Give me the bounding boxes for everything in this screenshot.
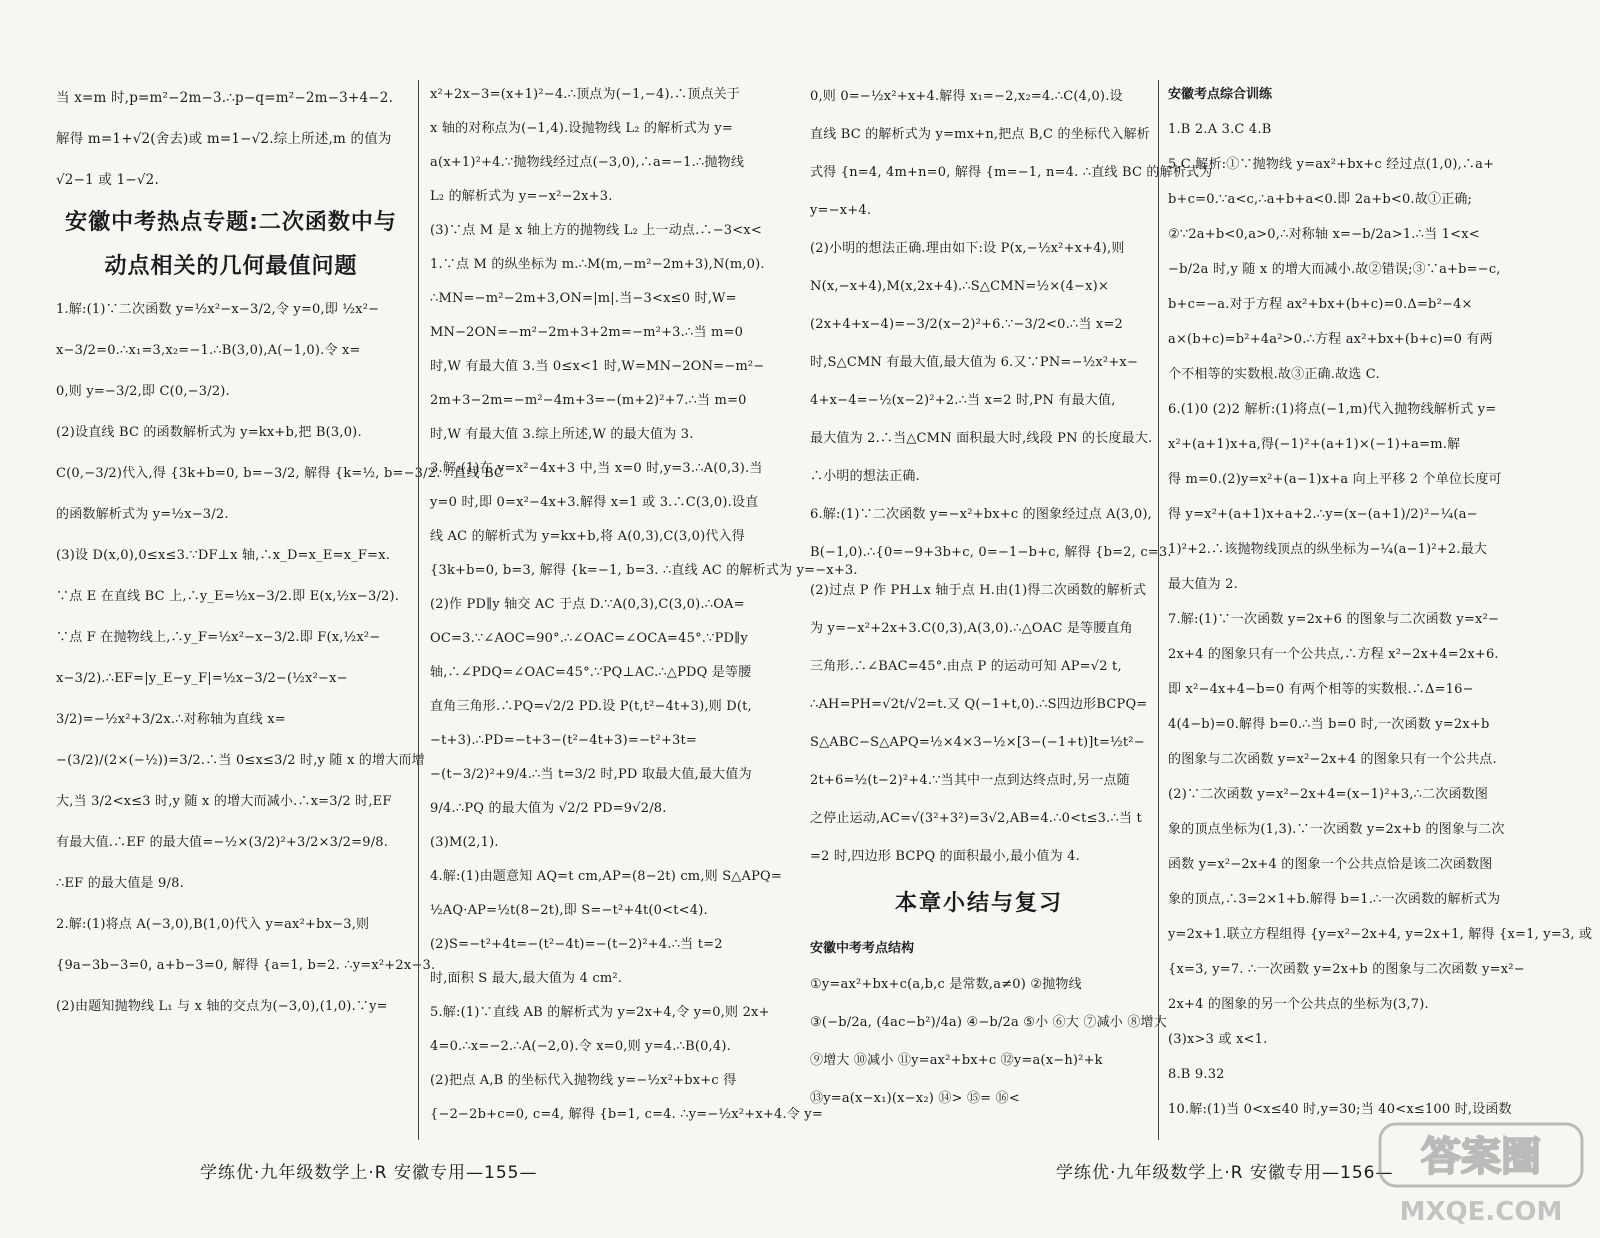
text-line: 式得 {n=4, 4m+n=0, 解得 {m=−1, n=4. ∴直线 BC 的解析式为	[810, 165, 1213, 180]
section-subheading: 安徽中考考点结构	[810, 941, 915, 956]
text-line: ③(−b/2a, (4ac−b²)/4a) ④−b/2a ⑤小 ⑥大 ⑦减小 ⑧增大	[810, 1015, 1167, 1030]
text-line: 1.B 2.A 3.C 4.B	[1168, 122, 1272, 137]
text-line: 2x+4 的图象只有一个公共点,∴方程 x²−2x+4=2x+6.	[1168, 647, 1499, 662]
text-line: 5.C 解析:①∵抛物线 y=ax²+bx+c 经过点(1,0),∴a+	[1168, 157, 1495, 172]
text-line: 大,当 3/2<x≤3 时,y 随 x 的增大而减小.∴x=3/2 时,EF	[56, 794, 392, 809]
page-footer-155: 学练优·九年级数学上·R 安徽专用—155—	[200, 1163, 538, 1183]
text-line: y=2x+1.联立方程组得 {y=x²−2x+4, y=2x+1, 解得 {x=1, y=3, 或	[1168, 927, 1593, 942]
text-line: 5.解:(1)∵直线 AB 的解析式为 y=2x+4,令 y=0,则 2x+	[430, 1005, 770, 1020]
text-line: ∴AH=PH=√2t/√2=t.又 Q(−1+t,0).∴S四边形BCPQ=	[810, 697, 1148, 712]
text-line: (2)把点 A,B 的坐标代入抛物线 y=−½x²+bx+c 得	[430, 1073, 737, 1088]
text-line: N(x,−x+4),M(x,2x+4).∴S△CMN=½×(4−x)×	[810, 279, 1110, 294]
text-line: ②∵2a+b<0,a>0,∴对称轴 x=−b/2a>1.∴当 1<x<	[1168, 227, 1480, 242]
text-line: {−2−2b+c=0, c=4, 解得 {b=1, c=4. ∴y=−½x²+x+4.令 y=	[430, 1107, 823, 1122]
text-line: 2m+3−2m=−m²−4m+3=−(m+2)²+7.∴当 m=0	[430, 393, 747, 408]
text-line: x²+2x−3=(x+1)²−4.∴顶点为(−1,−4).∴顶点关于	[430, 87, 741, 102]
text-line: 最大值为 2.∴当△CMN 面积最大时,线段 PN 的长度最大.	[810, 431, 1153, 446]
text-line: 得 y=x²+(a+1)x+a+2.∴y=(x−(a+1)/2)²−¼(a−	[1168, 507, 1478, 522]
text-line: (3)x>3 或 x<1.	[1168, 1032, 1268, 1047]
text-line: 6.解:(1)∵二次函数 y=−x²+bx+c 的图象经过点 A(3,0),	[810, 507, 1152, 522]
text-line: 1)²+2.∴该抛物线顶点的纵坐标为−¼(a−1)²+2.最大	[1168, 542, 1488, 557]
text-line: C(0,−3/2)代入,得 {3k+b=0, b=−3/2, 解得 {k=½, b=−3/2. ∴直线 BC	[56, 466, 505, 481]
watermark-title: 答案圈	[1421, 1134, 1541, 1180]
right-page	[800, 0, 1600, 1238]
text-line: 象的顶点,∴3=2×1+b.解得 b=1.∴一次函数的解析式为	[1168, 892, 1501, 907]
text-line: 8.B 9.32	[1168, 1067, 1225, 1082]
text-line: −(3/2)/(2×(−½))=3/2.∴当 0≤x≤3/2 时,y 随 x 的增大而增	[56, 753, 425, 768]
text-line: 4(4−b)=0.解得 b=0.∴当 b=0 时,一次函数 y=2x+b	[1168, 717, 1490, 732]
text-line: ∵点 E 在直线 BC 上,∴y_E=½x−3/2.即 E(x,½x−3/2).	[56, 589, 400, 604]
text-line: 线 AC 的解析式为 y=kx+b,将 A(0,3),C(3,0)代入得	[430, 529, 745, 544]
text-line: ½AQ·AP=½t(8−2t),即 S=−t²+4t(0<t<4).	[430, 903, 708, 918]
text-line: 个不相等的实数根.故③正确.故选 C.	[1168, 367, 1380, 382]
text-line: 2t+6=½(t−2)²+4.∵当其中一点到达终点时,另一点随	[810, 773, 1130, 788]
text-line: S△ABC−S△APQ=½×4×3−½×[3−(−1+t)]t=½t²−	[810, 735, 1145, 750]
text-line: (2)由题知抛物线 L₁ 与 x 轴的交点为(−3,0),(1,0).∵y=	[56, 999, 388, 1014]
text-line: B(−1,0).∴{0=−9+3b+c, 0=−1−b+c, 解得 {b=2, c=3.	[810, 545, 1172, 560]
text-line: 得 m=0.(2)y=x²+(a−1)x+a 向上平移 2 个单位长度可	[1168, 472, 1502, 487]
text-line: 轴,∴∠PDQ=∠OAC=45°.∵PQ⊥AC.∴△PDQ 是等腰	[430, 665, 752, 680]
text-line: √2−1 或 1−√2.	[56, 172, 159, 188]
text-line: −(t−3/2)²+9/4.∴当 t=3/2 时,PD 取最大值,最大值为	[430, 767, 752, 782]
text-line: 最大值为 2.	[1168, 577, 1238, 592]
column-divider	[1158, 80, 1159, 1140]
text-line: ⑬y=a(x−x₁)(x−x₂) ⑭> ⑮= ⑯<	[810, 1091, 1020, 1106]
section-subheading: 安徽考点综合训练	[1168, 87, 1273, 102]
section-heading: 安徽中考热点专题:二次函数中与	[65, 210, 397, 235]
text-line: 3/2)=−½x²+3/2x.∴对称轴为直线 x=	[56, 712, 286, 727]
text-line: {9a−3b−3=0, a+b−3=0, 解得 {a=1, b=2. ∴y=x²+2x−3.	[56, 958, 436, 973]
page-footer-156: 学练优·九年级数学上·R 安徽专用—156—	[1056, 1163, 1394, 1183]
chapter-heading: 本章小结与复习	[894, 891, 1063, 916]
watermark-logo	[1376, 1120, 1586, 1230]
text-line: y=0 时,即 0=x²−4x+3.解得 x=1 或 3.∴C(3,0).设直	[430, 495, 759, 510]
text-line: 0,则 0=−½x²+x+4.解得 x₁=−2,x₂=4.∴C(4,0).设	[810, 89, 1123, 104]
text-line: 时,面积 S 最大,最大值为 4 cm².	[430, 971, 623, 986]
text-line: ∴MN=−m²−2m+3,ON=|m|.当−3<x≤0 时,W=	[430, 291, 737, 306]
text-line: 7.解:(1)∵一次函数 y=2x+6 的图象与二次函数 y=x²−	[1168, 612, 1500, 627]
section-heading: 动点相关的几何最值问题	[104, 254, 358, 279]
text-line: 有最大值.∴EF 的最大值=−½×(3/2)²+3/2×3/2=9/8.	[56, 835, 389, 850]
text-line: ∵点 F 在抛物线上,∴y_F=½x²−x−3/2.即 F(x,½x²−	[56, 630, 381, 645]
text-line: −t+3).∴PD=−t+3−(t²−4t+3)=−t²+3t=	[430, 733, 698, 748]
text-line: {x=3, y=7. ∴一次函数 y=2x+b 的图象与二次函数 y=x²−	[1168, 962, 1525, 977]
text-line: 直角三角形.∴PQ=√2/2 PD.设 P(t,t²−4t+3),则 D(t,	[430, 699, 752, 714]
text-line: x−3/2=0.∴x₁=3,x₂=−1.∴B(3,0),A(−1,0).令 x=	[56, 343, 361, 358]
text-line: y=−x+4.	[810, 203, 872, 218]
text-line: x−3/2).∴EF=|y_E−y_F|=½x−3/2−(½x²−x−	[56, 671, 348, 686]
text-line: (2x+4+x−4)=−3/2(x−2)²+6.∵−3/2<0.∴当 x=2	[810, 317, 1124, 332]
column-divider	[418, 80, 419, 1140]
text-line: 时,S△CMN 有最大值,最大值为 6.又∵PN=−½x²+x−	[810, 355, 1139, 370]
text-line: ∴小明的想法正确.	[810, 469, 920, 484]
text-line: 函数 y=x²−2x+4 的图象一个公共点恰是该二次函数图	[1168, 857, 1493, 872]
text-line: OC=3.∵∠AOC=90°.∴∠OAC=∠OCA=45°.∵PD∥y	[430, 631, 748, 646]
text-line: L₂ 的解析式为 y=−x²−2x+3.	[430, 189, 613, 204]
text-line: (2)S=−t²+4t=−(t²−4t)=−(t−2)²+4.∴当 t=2	[430, 937, 723, 952]
watermark-url: MXQE.COM	[1399, 1197, 1563, 1227]
text-line: 4=0.∴x=−2.∴A(−2,0).令 x=0,则 y=4.∴B(0,4).	[430, 1039, 731, 1054]
text-line: 时,W 有最大值 3.综上所述,W 的最大值为 3.	[430, 427, 694, 442]
text-line: 为 y=−x²+2x+3.C(0,3),A(3,0).∴△OAC 是等腰直角	[810, 621, 1133, 636]
text-line: (2)小明的想法正确.理由如下:设 P(x,−½x²+x+4),则	[810, 241, 1125, 256]
text-line: (2)∵二次函数 y=x²−2x+4=(x−1)²+3,∴二次函数图	[1168, 787, 1489, 802]
text-line: ∴EF 的最大值是 9/8.	[56, 876, 184, 891]
text-line: −b/2a 时,y 随 x 的增大而减小.故②错误;③∵a+b=−c,	[1168, 262, 1501, 277]
text-line: 0,则 y=−3/2,即 C(0,−3/2).	[56, 384, 230, 399]
text-line: 解得 m=1+√2(舍去)或 m=1−√2.综上所述,m 的值为	[56, 131, 392, 147]
text-line: ①y=ax²+bx+c(a,b,c 是常数,a≠0) ②抛物线	[810, 977, 1082, 992]
text-line: 的函数解析式为 y=½x−3/2.	[56, 507, 229, 522]
text-line: (3)M(2,1).	[430, 835, 499, 850]
text-line: ⑨增大 ⑩减小 ⑪y=ax²+bx+c ⑫y=a(x−h)²+k	[810, 1053, 1103, 1068]
text-line: 时,W 有最大值 3.当 0≤x<1 时,W=MN−2ON=−m²−	[430, 359, 765, 374]
text-line: {3k+b=0, b=3, 解得 {k=−1, b=3. ∴直线 AC 的解析式为 y=−x+3.	[430, 563, 858, 578]
text-line: 4.解:(1)由题意知 AQ=t cm,AP=(8−2t) cm,则 S△APQ=	[430, 869, 782, 884]
text-line: b+c=−a.对于方程 ax²+bx+(b+c)=0.Δ=b²−4×	[1168, 297, 1473, 312]
text-line: 9/4.∴PQ 的最大值为 √2/2 PD=9√2/8.	[430, 801, 667, 816]
text-line: x²+(a+1)x+a,得(−1)²+(a+1)×(−1)+a=m.解	[1168, 437, 1461, 452]
text-line: 2.解:(1)将点 A(−3,0),B(1,0)代入 y=ax²+bx−3,则	[56, 917, 370, 932]
text-line: 3.解:(1)在 y=x²−4x+3 中,当 x=0 时,y=3.∴A(0,3).当	[430, 461, 763, 476]
text-line: 直线 BC 的解析式为 y=mx+n,把点 B,C 的坐标代入解析	[810, 127, 1150, 142]
text-line: (3)设 D(x,0),0≤x≤3.∵DF⊥x 轴,∴x_D=x_E=x_F=x.	[56, 548, 391, 563]
text-line: 10.解:(1)当 0<x≤40 时,y=30;当 40<x≤100 时,设函数	[1168, 1102, 1512, 1117]
text-line: 象的顶点坐标为(1,3).∵一次函数 y=2x+b 的图象与二次	[1168, 822, 1505, 837]
text-line: 1.∵点 M 的纵坐标为 m.∴M(m,−m²−2m+3),N(m,0).	[430, 257, 765, 272]
text-line: (2)作 PD∥y 轴交 AC 于点 D.∵A(0,3),C(3,0).∴OA=	[430, 597, 745, 612]
text-line: a(x+1)²+4.∵抛物线经过点(−3,0),∴a=−1.∴抛物线	[430, 155, 745, 170]
column-4	[1162, 78, 1593, 1140]
text-line: 1.解:(1)∵二次函数 y=½x²−x−3/2,令 y=0,即 ½x²−	[56, 302, 380, 317]
text-line: x 轴的对称点为(−1,4).设抛物线 L₂ 的解析式为 y=	[430, 121, 733, 136]
text-line: 当 x=m 时,p=m²−2m−3.∴p−q=m²−2m−3+4−2.	[56, 90, 394, 106]
text-line: (2)设直线 BC 的函数解析式为 y=kx+b,把 B(3,0).	[56, 425, 362, 440]
text-line: 4+x−4=−½(x−2)²+2.∴当 x=2 时,PN 有最大值,	[810, 393, 1116, 408]
text-line: 的图象与二次函数 y=x²−2x+4 的图象只有一个公共点.	[1168, 752, 1497, 767]
text-line: MN−2ON=−m²−2m+3+2m=−m²+3.∴当 m=0	[430, 325, 744, 340]
text-line: 2x+4 的图象的另一个公共点的坐标为(3,7).	[1168, 997, 1429, 1012]
text-line: =2 时,四边形 BCPQ 的面积最小,最小值为 4.	[810, 849, 1080, 864]
text-line: 之停止运动,AC=√(3²+3²)=3√2,AB=4.∴0<t≤3.∴当 t	[810, 811, 1142, 826]
text-line: (3)∵点 M 是 x 轴上方的抛物线 L₂ 上一动点.∴−3<x<	[430, 223, 762, 238]
text-line: 6.(1)0 (2)2 解析:(1)将点(−1,m)代入抛物线解析式 y=	[1168, 402, 1497, 417]
text-line: a×(b+c)=b²+4a²>0.∴方程 ax²+bx+(b+c)=0 有两	[1168, 332, 1493, 347]
text-line: b+c=0.∵a<c,∴a+b+a<0.即 2a+b<0.故①正确;	[1168, 192, 1473, 207]
text-line: 即 x²−4x+4−b=0 有两个相等的实数根.∴Δ=16−	[1168, 682, 1474, 697]
text-line: 三角形.∴∠BAC=45°.由点 P 的运动可知 AP=√2 t,	[810, 659, 1122, 674]
text-line: (2)过点 P 作 PH⊥x 轴于点 H.由(1)得二次函数的解析式	[810, 583, 1147, 598]
